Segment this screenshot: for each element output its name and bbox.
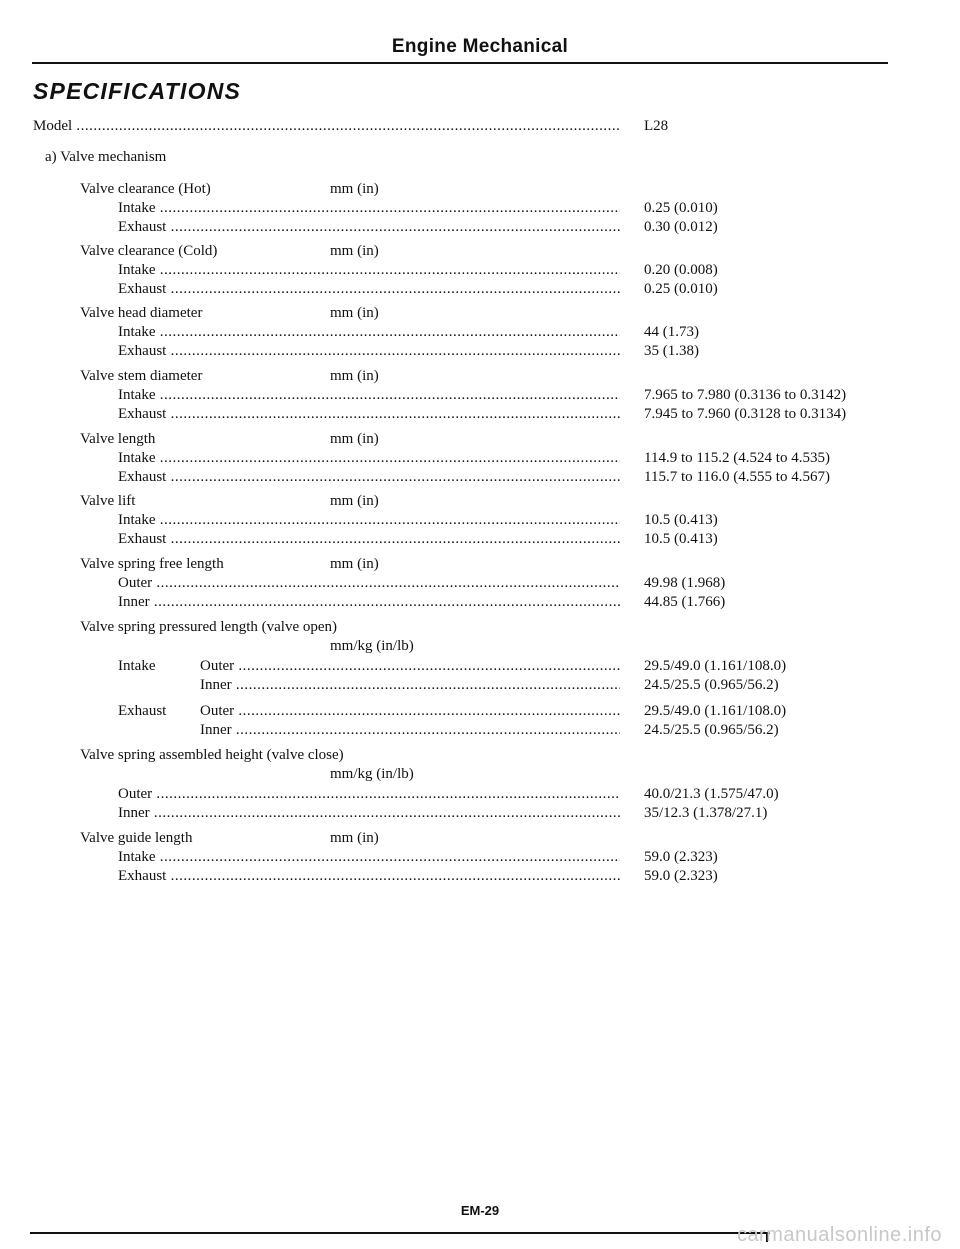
spec-value: 0.25 (0.010) <box>644 281 718 297</box>
spec-label: Inner ..... <box>200 675 620 695</box>
spec-value: 10.5 (0.413) <box>644 531 718 547</box>
spec-value: 7.945 to 7.960 (0.3128 to 0.3134) <box>644 406 847 422</box>
spec-label: Intake ..... <box>118 847 620 867</box>
group-unit: mm (in) <box>330 181 379 197</box>
group-unit: mm/kg (in/lb) <box>330 638 414 654</box>
spec-label: Exhaust ..... <box>118 529 620 549</box>
spec-value: 44.85 (1.766) <box>644 594 726 610</box>
spec-label: Exhaust ..... <box>118 279 620 299</box>
group-title: Valve clearance (Hot) <box>80 181 211 197</box>
group-title: Valve length <box>80 431 156 447</box>
spec-label: Outer ..... <box>118 573 620 593</box>
group-title: Valve guide length <box>80 830 193 846</box>
spec-value: 0.25 (0.010) <box>644 200 718 216</box>
page-header-title: Engine Mechanical <box>391 36 569 57</box>
group-title: Valve spring assembled height (valve close) <box>80 747 344 763</box>
intake-label: Intake <box>118 658 156 674</box>
spec-label: Outer ..... <box>200 656 620 676</box>
spec-value: 59.0 (2.323) <box>644 849 718 865</box>
spec-label: Intake ..... <box>118 260 620 280</box>
spec-value: 29.5/49.0 (1.161/108.0) <box>644 658 787 674</box>
spec-label: Intake ..... <box>118 322 620 342</box>
group-title: Valve lift <box>80 493 136 509</box>
exhaust-label: Exhaust <box>118 703 167 719</box>
group-unit: mm (in) <box>330 556 379 572</box>
group-unit: mm/kg (in/lb) <box>330 766 414 782</box>
spec-label: Intake ..... <box>118 448 620 468</box>
model-value: L28 <box>644 118 669 134</box>
spec-label: Outer ..... <box>118 784 620 804</box>
watermark: carmanualsonline.info <box>736 1224 942 1246</box>
spec-value: 7.965 to 7.980 (0.3136 to 0.3142) <box>644 387 847 403</box>
spec-value: 49.98 (1.968) <box>644 575 726 591</box>
group-title: Valve stem diameter <box>80 368 203 384</box>
spec-value: 24.5/25.5 (0.965/56.2) <box>644 677 779 693</box>
spec-value: 59.0 (2.323) <box>644 868 718 884</box>
group-title: Valve spring pressured length (valve open) <box>80 619 338 635</box>
spec-label: Intake ..... <box>118 198 620 218</box>
spec-label: Inner ..... <box>118 803 620 823</box>
spec-value: 114.9 to 115.2 (4.524 to 4.535) <box>644 450 830 466</box>
spec-value: 0.30 (0.012) <box>644 219 718 235</box>
spec-label: Intake ..... <box>118 510 620 530</box>
group-title: Valve clearance (Cold) <box>80 243 218 259</box>
spec-value: 40.0/21.3 (1.575/47.0) <box>644 786 779 802</box>
spec-label: Exhaust ..... <box>118 404 620 424</box>
spec-value: 44 (1.73) <box>644 324 699 340</box>
page-number: EM-29 <box>460 1203 500 1218</box>
spec-value: 29.5/49.0 (1.161/108.0) <box>644 703 787 719</box>
spec-value: 35/12.3 (1.378/27.1) <box>644 805 768 821</box>
group-unit: mm (in) <box>330 431 379 447</box>
spec-label: Exhaust ..... <box>118 866 620 886</box>
group-title: Valve head diameter <box>80 305 203 321</box>
group-unit: mm (in) <box>330 368 379 384</box>
group-unit: mm (in) <box>330 243 379 259</box>
spec-value: 0.20 (0.008) <box>644 262 718 278</box>
spec-label: Exhaust ..... <box>118 467 620 487</box>
footer-rule <box>30 1232 770 1234</box>
section-title: SPECIFICATIONS <box>33 78 242 104</box>
group-unit: mm (in) <box>330 493 379 509</box>
spec-value: 10.5 (0.413) <box>644 512 718 528</box>
group-unit: mm (in) <box>330 830 379 846</box>
spec-label: Exhaust ..... <box>118 341 620 361</box>
model-label: Model ..... <box>33 116 620 136</box>
spec-label: Inner ..... <box>118 592 620 612</box>
spec-label: Inner ..... <box>200 720 620 740</box>
spec-label: Outer ..... <box>200 701 620 721</box>
spec-value: 35 (1.38) <box>644 343 699 359</box>
group-title: Valve spring free length <box>80 556 224 572</box>
spec-value: 24.5/25.5 (0.965/56.2) <box>644 722 779 738</box>
group-unit: mm (in) <box>330 305 379 321</box>
spec-value: 115.7 to 116.0 (4.555 to 4.567) <box>644 469 830 485</box>
spec-label: Exhaust ..... <box>118 217 620 237</box>
subsection-title: a) Valve mechanism <box>45 149 167 165</box>
spec-label: Intake ..... <box>118 385 620 405</box>
